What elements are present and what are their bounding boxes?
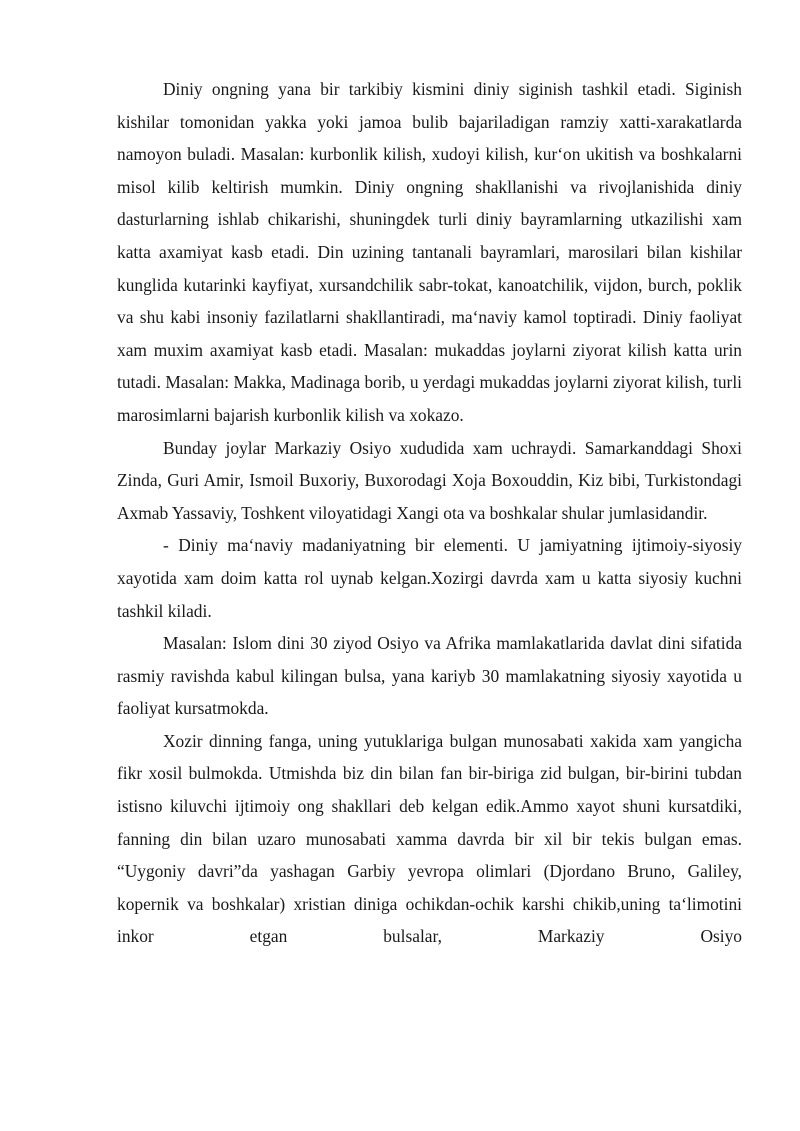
paragraph-religion-element: - Diniy ma‘naviy madaniyatning bir elementi. U jamiyatning ijtimoiy-siyosiy xayotida xam doim katta rol uynab kelgan.Xozirgi davrda xam u katta siyosiy kuchni tashkil kiladi. [117,535,742,621]
paragraph-islam-example: Masalan: Islom dini 30 ziyod Osiyo va Afrika mamlakatlarida davlat dini sifatida rasmiy ravishda kabul kilingan bulsa, yana kariyb 30 mamlakatning siyosiy xayotida u faoliyat kursatmokda. [117,633,742,719]
paragraph-holy-places: Bunday joylar Markaziy Osiyo xududida xam uchraydi. Samarkanddagi Shoxi Zinda, Guri Amir, Ismoil Buxoriy, Buxorodagi Xoja Boxouddin, Kiz bibi, Turkistondagi Axmab Yassaviy, Toshkent viloyatidagi Xangi ota va boshkalar shular jumlasidandir. [117,437,742,523]
document-body [117,73,742,953]
paragraph-religion-and-science: Xozir dinning fanga, uning yutuklariga bulgan munosabati xakida xam yangicha fikr xosil bulmokda. Utmishda biz din bilan fan bir-biriga zid bulgan, bir-birini tubdan istisno kiluvchi ijtimoiy ong shakllari deb kelgan edik.Ammo xayot shuni kursatdiki, fanning din bilan uzaro munosabati xamma davrda bir xil bir tekis bulgan emas. “Uygoniy davri”da yashagan Garbiy yevropa olimlari (Djordano Bruno, Galiley, kopernik va boshkalar) xristian diniga ochikdan-ochik karshi chikib,uning ta‘limotini inkor etgan bulsalar, Markaziy Osiyo [117,730,742,947]
paragraph-religious-worship: Diniy ongning yana bir tarkibiy kismini diniy siginish tashkil etadi. Siginish kishilar tomonidan yakka yoki jamoa bulib bajariladigan ramziy xatti-xarakatlarda namoyon buladi. Masalan: kurbonlik kilish, xudoyi kilish, kur‘on ukitish va boshkalarni misol kilib keltirish mumkin. Diniy ongning shakllanishi va rivojlanishida diniy dasturlarning ishlab chikarishi, shuningdek turli diniy bayramlarning utkazilishi xam katta axamiyat kasb etadi. Din uzining tantanali bayramlari, marosilari bilan kishilar kunglida kutarinki kayfiyat, xursandchilik sabr-tokat, kanoatchilik, vijdon, burch, poklik va shu kabi insoniy fazilatlarni shakllantiradi, ma‘naviy kamol toptiradi. Diniy faoliyat xam muxim axamiyat kasb etadi. Masalan: mukaddas joylarni ziyorat kilish katta urin tutadi. Masalan: Makka, Madinaga borib, u yerdagi mukaddas joylarni ziyorat kilish, turli marosimlarni bajarish kurbonlik kilish va xokazo. [117,79,742,425]
